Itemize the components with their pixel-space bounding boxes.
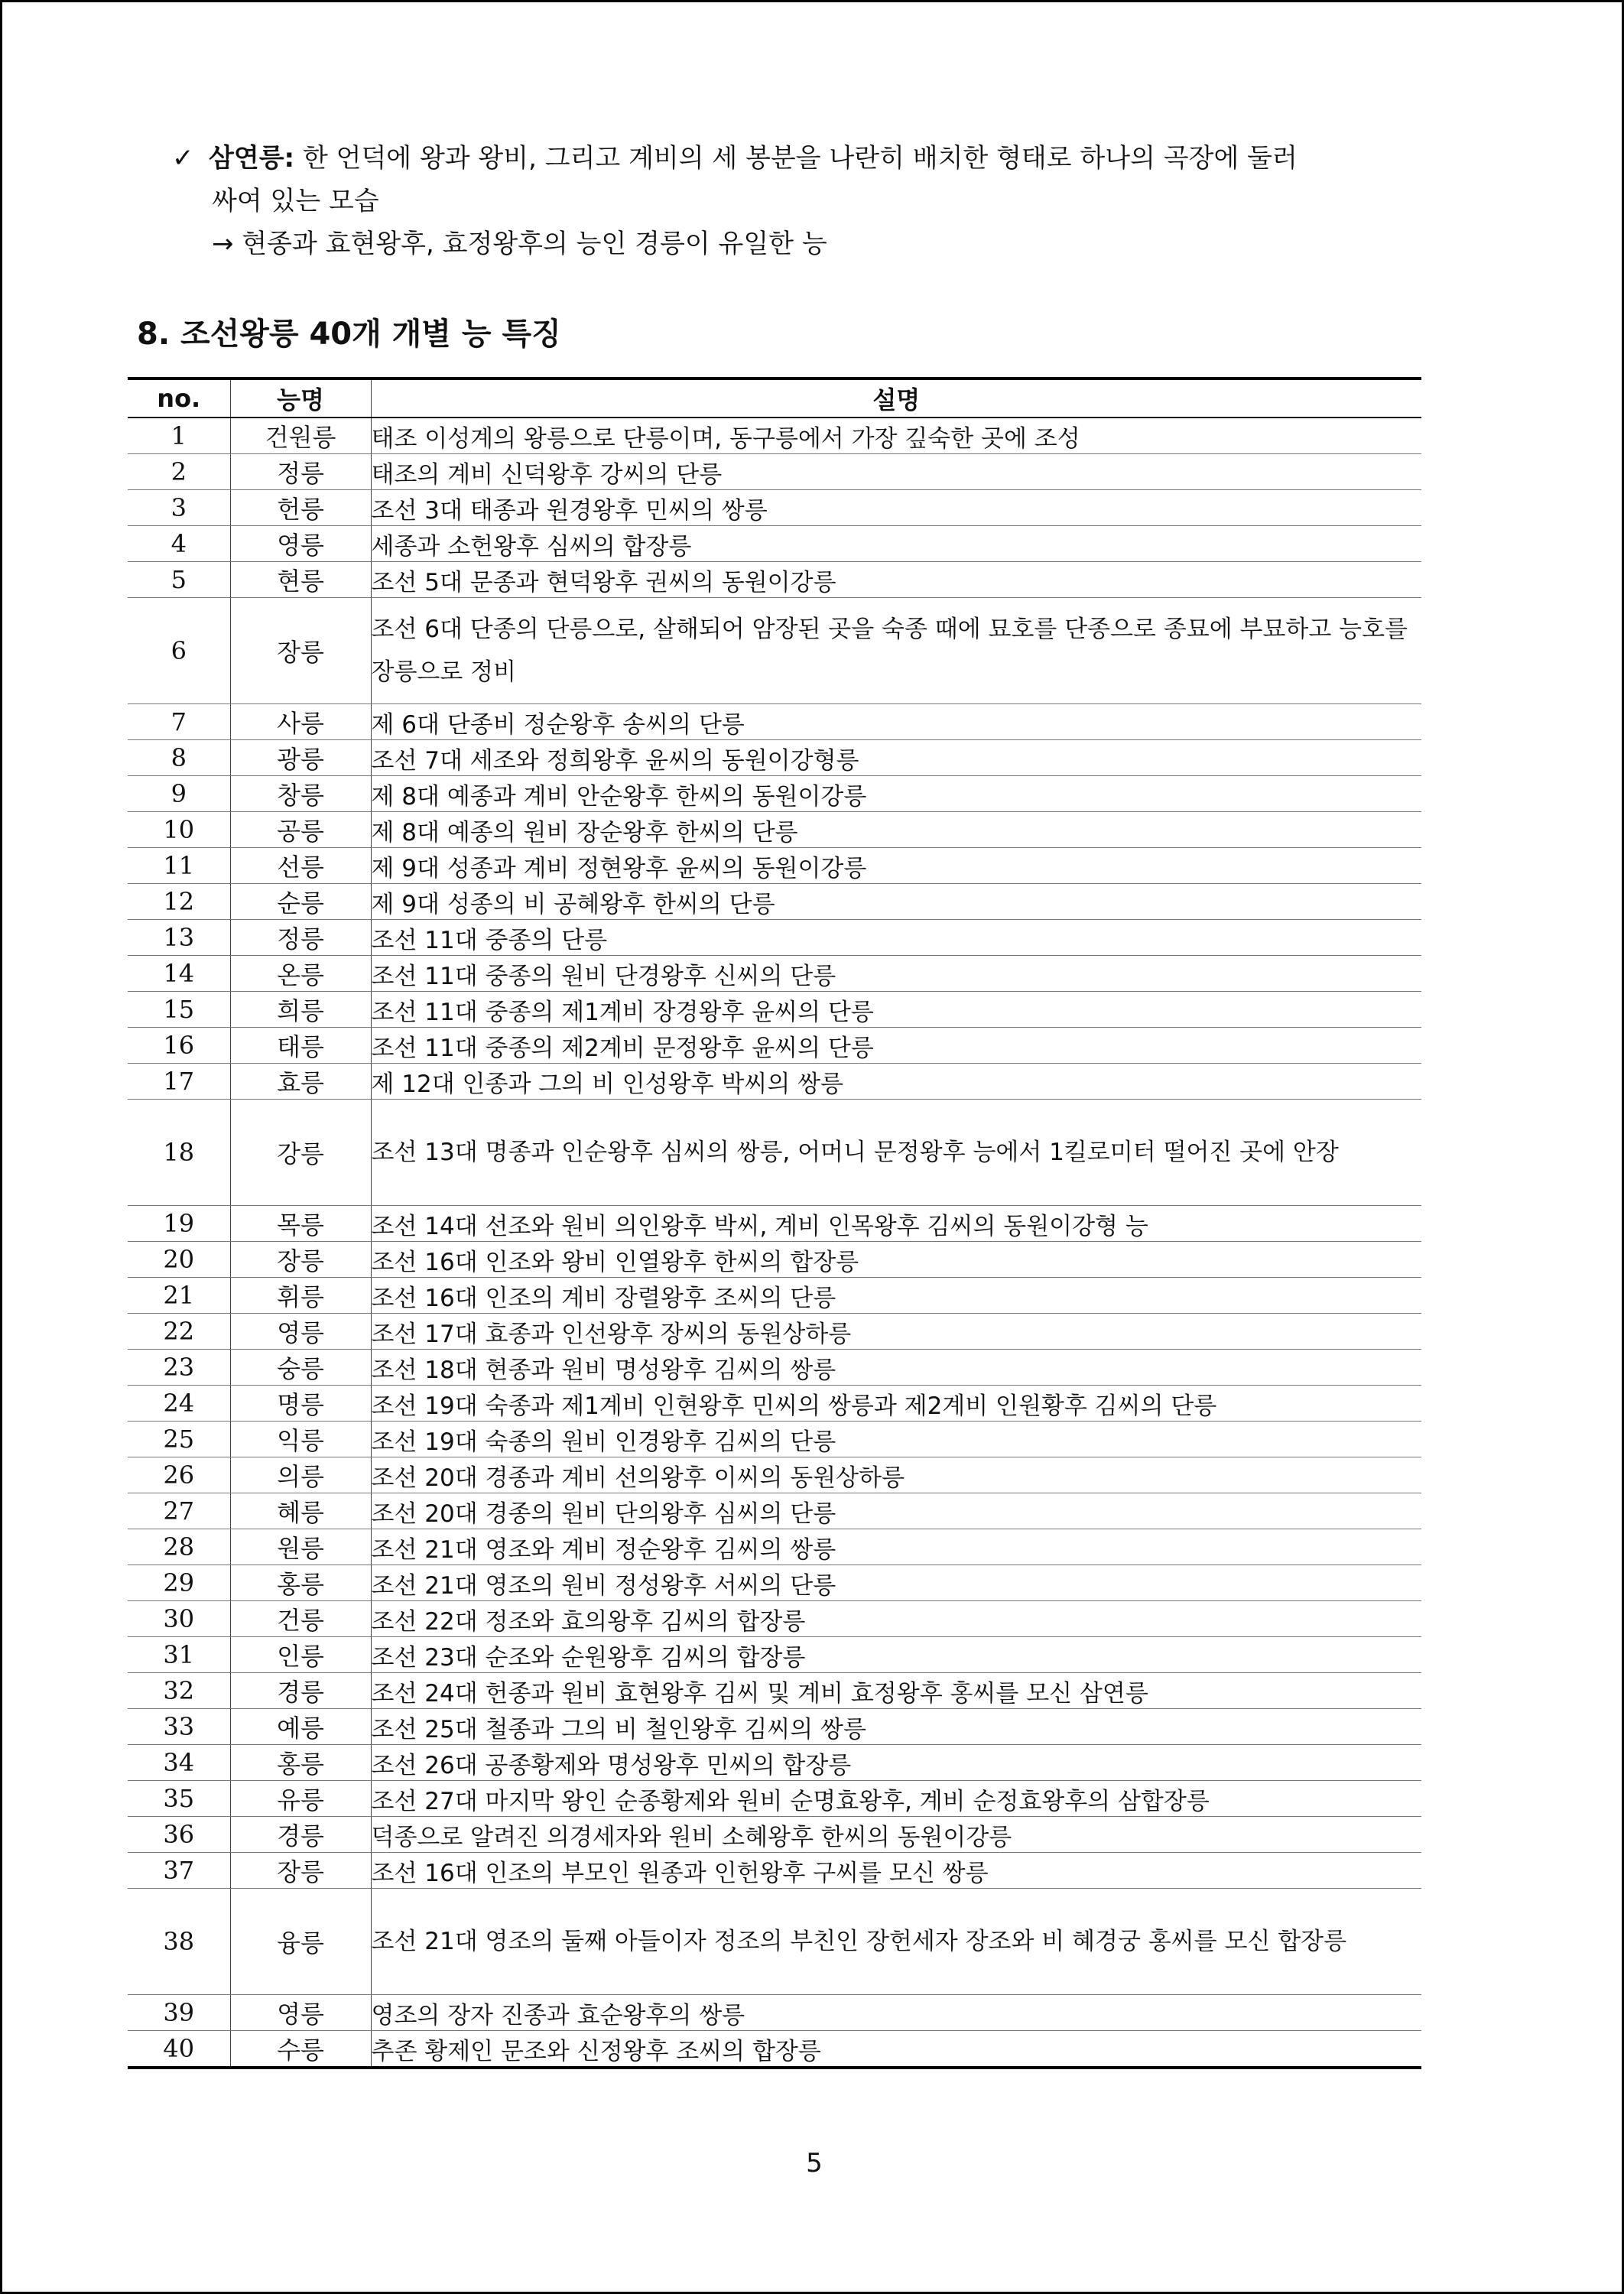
cell-no: 31 bbox=[128, 1637, 230, 1673]
cell-tomb-name: 영릉 bbox=[230, 526, 371, 562]
table-row bbox=[128, 956, 1421, 992]
table-row bbox=[128, 848, 1421, 884]
cell-no: 32 bbox=[128, 1673, 230, 1709]
cell-no: 22 bbox=[128, 1314, 230, 1350]
cell-tomb-name: 인릉 bbox=[230, 1637, 371, 1673]
table-row bbox=[128, 598, 1421, 704]
cell-tomb-name: 창릉 bbox=[230, 776, 371, 812]
table-row bbox=[128, 920, 1421, 956]
table-row bbox=[128, 2031, 1421, 2068]
table-row bbox=[128, 1206, 1421, 1242]
header-name: 능명 bbox=[230, 379, 371, 418]
cell-description: 조선 23대 순조와 순원왕후 김씨의 합장릉 bbox=[371, 1637, 1421, 1673]
cell-tomb-name: 수릉 bbox=[230, 2031, 371, 2068]
cell-description: 조선 25대 철종과 그의 비 철인왕후 김씨의 쌍릉 bbox=[371, 1709, 1421, 1745]
table-row bbox=[128, 1386, 1421, 1422]
cell-description: 조선 6대 단종의 단릉으로, 살해되어 암장된 곳을 숙종 때에 묘호를 단종으로 종묘에 부묘하고 능호를 장릉으로 정비 bbox=[371, 598, 1421, 704]
cell-tomb-name: 영릉 bbox=[230, 1314, 371, 1350]
cell-no: 27 bbox=[128, 1493, 230, 1529]
checkmark-icon: ✓ bbox=[172, 143, 194, 174]
cell-description: 조선 14대 선조와 원비 의인왕후 박씨, 계비 인목왕후 김씨의 동원이강형 능 bbox=[371, 1206, 1421, 1242]
cell-description: 조선 21대 영조와 계비 정순왕후 김씨의 쌍릉 bbox=[371, 1529, 1421, 1565]
cell-no: 36 bbox=[128, 1817, 230, 1853]
cell-description: 태조의 계비 신덕왕후 강씨의 단릉 bbox=[371, 454, 1421, 490]
cell-description: 조선 7대 세조와 정희왕후 윤씨의 동원이강형릉 bbox=[371, 740, 1421, 776]
cell-description: 조선 19대 숙종의 원비 인경왕후 김씨의 단릉 bbox=[371, 1422, 1421, 1457]
cell-no: 25 bbox=[128, 1422, 230, 1457]
cell-tomb-name: 휘릉 bbox=[230, 1278, 371, 1314]
cell-tomb-name: 장릉 bbox=[230, 598, 371, 704]
cell-no: 3 bbox=[128, 490, 230, 526]
cell-description: 조선 21대 영조의 둘째 아들이자 정조의 부친인 장헌세자 장조와 비 혜경궁 홍씨를 모신 합장릉 bbox=[371, 1889, 1421, 1995]
table-row bbox=[128, 1457, 1421, 1493]
cell-no: 39 bbox=[128, 1995, 230, 2031]
cell-tomb-name: 건원릉 bbox=[230, 418, 371, 454]
cell-tomb-name: 강릉 bbox=[230, 1100, 371, 1206]
cell-tomb-name: 사릉 bbox=[230, 704, 371, 740]
cell-description: 제 9대 성종의 비 공혜왕후 한씨의 단릉 bbox=[371, 884, 1421, 920]
cell-no: 9 bbox=[128, 776, 230, 812]
table-row bbox=[128, 1529, 1421, 1565]
table-row bbox=[128, 1817, 1421, 1853]
cell-description: 추존 황제인 문조와 신정왕후 조씨의 합장릉 bbox=[371, 2031, 1421, 2068]
cell-tomb-name: 건릉 bbox=[230, 1601, 371, 1637]
cell-tomb-name: 숭릉 bbox=[230, 1350, 371, 1386]
bullet-line bbox=[172, 137, 1441, 180]
cell-tomb-name: 명릉 bbox=[230, 1386, 371, 1422]
table-row bbox=[128, 1242, 1421, 1278]
table-row bbox=[128, 1709, 1421, 1745]
table-row bbox=[128, 704, 1421, 740]
arrow-note: → 현종과 효현왕후, 효정왕후의 능인 경릉이 유일한 능 bbox=[212, 229, 827, 259]
cell-tomb-name: 선릉 bbox=[230, 848, 371, 884]
table-header-row bbox=[128, 379, 1421, 418]
cell-description: 영조의 장자 진종과 효순왕후의 쌍릉 bbox=[371, 1995, 1421, 2031]
cell-no: 12 bbox=[128, 884, 230, 920]
table-row bbox=[128, 1314, 1421, 1350]
cell-tomb-name: 태릉 bbox=[230, 1028, 371, 1064]
table-row bbox=[128, 418, 1421, 454]
cell-description: 조선 20대 경종의 원비 단의왕후 심씨의 단릉 bbox=[371, 1493, 1421, 1529]
cell-description: 제 6대 단종비 정순왕후 송씨의 단릉 bbox=[371, 704, 1421, 740]
cell-no: 29 bbox=[128, 1565, 230, 1601]
table-row bbox=[128, 1601, 1421, 1637]
cell-no: 8 bbox=[128, 740, 230, 776]
cell-no: 6 bbox=[128, 598, 230, 704]
cell-no: 11 bbox=[128, 848, 230, 884]
table-row bbox=[128, 1064, 1421, 1100]
cell-no: 19 bbox=[128, 1206, 230, 1242]
cell-no: 26 bbox=[128, 1457, 230, 1493]
cell-no: 37 bbox=[128, 1853, 230, 1889]
cell-description: 조선 16대 인조의 부모인 원종과 인헌왕후 구씨를 모신 쌍릉 bbox=[371, 1853, 1421, 1889]
cell-tomb-name: 홍릉 bbox=[230, 1565, 371, 1601]
table-row bbox=[128, 1853, 1421, 1889]
cell-description: 덕종으로 알려진 의경세자와 원비 소혜왕후 한씨의 동원이강릉 bbox=[371, 1817, 1421, 1853]
header-desc: 설명 bbox=[371, 379, 1421, 418]
table-row bbox=[128, 454, 1421, 490]
cell-tomb-name: 광릉 bbox=[230, 740, 371, 776]
cell-no: 18 bbox=[128, 1100, 230, 1206]
cell-tomb-name: 정릉 bbox=[230, 454, 371, 490]
table-row bbox=[128, 1995, 1421, 2031]
cell-description: 태조 이성계의 왕릉으로 단릉이며, 동구릉에서 가장 깊숙한 곳에 조성 bbox=[371, 418, 1421, 454]
cell-no: 4 bbox=[128, 526, 230, 562]
cell-no: 40 bbox=[128, 2031, 230, 2068]
cell-description: 조선 5대 문종과 현덕왕후 권씨의 동원이강릉 bbox=[371, 562, 1421, 598]
cell-tomb-name: 효릉 bbox=[230, 1064, 371, 1100]
cell-no: 33 bbox=[128, 1709, 230, 1745]
table-row bbox=[128, 740, 1421, 776]
cell-description: 조선 24대 헌종과 원비 효현왕후 김씨 및 계비 효정왕후 홍씨를 모신 삼연릉 bbox=[371, 1673, 1421, 1709]
cell-tomb-name: 정릉 bbox=[230, 920, 371, 956]
bullet-text: 한 언덕에 왕과 왕비, 그리고 계비의 세 봉분을 나란히 배치한 형태로 하나의 곡장에 둘러 bbox=[294, 143, 1298, 174]
cell-description: 조선 11대 중종의 단릉 bbox=[371, 920, 1421, 956]
cell-description: 조선 11대 중종의 제2계비 문정왕후 윤씨의 단릉 bbox=[371, 1028, 1421, 1064]
header-no: no. bbox=[128, 379, 230, 418]
cell-tomb-name: 영릉 bbox=[230, 1995, 371, 2031]
cell-no: 28 bbox=[128, 1529, 230, 1565]
cell-no: 5 bbox=[128, 562, 230, 598]
table-row bbox=[128, 1565, 1421, 1601]
cell-tomb-name: 예릉 bbox=[230, 1709, 371, 1745]
cell-tomb-name: 현릉 bbox=[230, 562, 371, 598]
table-row bbox=[128, 490, 1421, 526]
cell-description: 조선 22대 정조와 효의왕후 김씨의 합장릉 bbox=[371, 1601, 1421, 1637]
cell-description: 조선 18대 현종과 원비 명성왕후 김씨의 쌍릉 bbox=[371, 1350, 1421, 1386]
cell-no: 38 bbox=[128, 1889, 230, 1995]
cell-description: 제 12대 인종과 그의 비 인성왕후 박씨의 쌍릉 bbox=[371, 1064, 1421, 1100]
table-row bbox=[128, 1278, 1421, 1314]
bullet-text-continued: 싸여 있는 모습 bbox=[212, 186, 379, 216]
table-row bbox=[128, 992, 1421, 1028]
cell-description: 제 8대 예종과 계비 안순왕후 한씨의 동원이강릉 bbox=[371, 776, 1421, 812]
cell-tomb-name: 홍릉 bbox=[230, 1745, 371, 1781]
bullet-term: 삼연릉: bbox=[209, 143, 295, 174]
cell-no: 2 bbox=[128, 454, 230, 490]
cell-tomb-name: 경릉 bbox=[230, 1673, 371, 1709]
table-row bbox=[128, 1493, 1421, 1529]
table-row bbox=[128, 526, 1421, 562]
cell-description: 조선 21대 영조의 원비 정성왕후 서씨의 단릉 bbox=[371, 1565, 1421, 1601]
cell-description: 제 8대 예종의 원비 장순왕후 한씨의 단릉 bbox=[371, 812, 1421, 848]
cell-no: 1 bbox=[128, 418, 230, 454]
cell-description: 조선 16대 인조와 왕비 인열왕후 한씨의 합장릉 bbox=[371, 1242, 1421, 1278]
cell-no: 13 bbox=[128, 920, 230, 956]
cell-description: 조선 16대 인조의 계비 장렬왕후 조씨의 단릉 bbox=[371, 1278, 1421, 1314]
cell-tomb-name: 융릉 bbox=[230, 1889, 371, 1995]
table-row bbox=[128, 1637, 1421, 1673]
table-row bbox=[128, 1350, 1421, 1386]
cell-description: 조선 13대 명종과 인순왕후 심씨의 쌍릉, 어머니 문정왕후 능에서 1킬로미터 떨어진 곳에 안장 bbox=[371, 1100, 1421, 1206]
cell-description: 조선 27대 마지막 왕인 순종황제와 원비 순명효왕후, 계비 순정효왕후의 삼합장릉 bbox=[371, 1781, 1421, 1817]
cell-no: 7 bbox=[128, 704, 230, 740]
cell-tomb-name: 온릉 bbox=[230, 956, 371, 992]
table-row bbox=[128, 1673, 1421, 1709]
table-row bbox=[128, 1781, 1421, 1817]
cell-tomb-name: 원릉 bbox=[230, 1529, 371, 1565]
cell-no: 30 bbox=[128, 1601, 230, 1637]
cell-tomb-name: 목릉 bbox=[230, 1206, 371, 1242]
table-row bbox=[128, 776, 1421, 812]
cell-no: 21 bbox=[128, 1278, 230, 1314]
table-row bbox=[128, 1745, 1421, 1781]
cell-tomb-name: 혜릉 bbox=[230, 1493, 371, 1529]
cell-no: 16 bbox=[128, 1028, 230, 1064]
table-row bbox=[128, 1100, 1421, 1206]
cell-no: 34 bbox=[128, 1745, 230, 1781]
cell-tomb-name: 익릉 bbox=[230, 1422, 371, 1457]
cell-no: 14 bbox=[128, 956, 230, 992]
table-row bbox=[128, 812, 1421, 848]
table-row bbox=[128, 1889, 1421, 1995]
cell-no: 35 bbox=[128, 1781, 230, 1817]
cell-description: 조선 26대 공종황제와 명성왕후 민씨의 합장릉 bbox=[371, 1745, 1421, 1781]
cell-description: 조선 11대 중종의 원비 단경왕후 신씨의 단릉 bbox=[371, 956, 1421, 992]
section-title: 8. 조선왕릉 40개 개별 능 특징 bbox=[137, 317, 561, 352]
cell-no: 10 bbox=[128, 812, 230, 848]
page-number: 5 bbox=[806, 2148, 823, 2179]
cell-description: 세종과 소헌왕후 심씨의 합장릉 bbox=[371, 526, 1421, 562]
cell-tomb-name: 희릉 bbox=[230, 992, 371, 1028]
cell-tomb-name: 장릉 bbox=[230, 1242, 371, 1278]
cell-no: 15 bbox=[128, 992, 230, 1028]
sammyeonreung-note bbox=[172, 137, 1441, 265]
cell-description: 조선 3대 태종과 원경왕후 민씨의 쌍릉 bbox=[371, 490, 1421, 526]
cell-description: 조선 11대 중종의 제1계비 장경왕후 윤씨의 단릉 bbox=[371, 992, 1421, 1028]
cell-no: 20 bbox=[128, 1242, 230, 1278]
table-row bbox=[128, 884, 1421, 920]
cell-description: 조선 19대 숙종과 제1계비 인현왕후 민씨의 쌍릉과 제2계비 인원황후 김씨의 단릉 bbox=[371, 1386, 1421, 1422]
cell-tomb-name: 의릉 bbox=[230, 1457, 371, 1493]
table-row bbox=[128, 1028, 1421, 1064]
cell-no: 17 bbox=[128, 1064, 230, 1100]
cell-description: 조선 17대 효종과 인선왕후 장씨의 동원상하릉 bbox=[371, 1314, 1421, 1350]
cell-description: 제 9대 성종과 계비 정현왕후 윤씨의 동원이강릉 bbox=[371, 848, 1421, 884]
cell-tomb-name: 유릉 bbox=[230, 1781, 371, 1817]
cell-no: 24 bbox=[128, 1386, 230, 1422]
cell-no: 23 bbox=[128, 1350, 230, 1386]
cell-tomb-name: 순릉 bbox=[230, 884, 371, 920]
cell-tomb-name: 경릉 bbox=[230, 1817, 371, 1853]
cell-tomb-name: 헌릉 bbox=[230, 490, 371, 526]
cell-tomb-name: 장릉 bbox=[230, 1853, 371, 1889]
table-row bbox=[128, 1422, 1421, 1457]
cell-tomb-name: 공릉 bbox=[230, 812, 371, 848]
royal-tombs-table bbox=[128, 377, 1421, 2069]
table-row bbox=[128, 562, 1421, 598]
cell-description: 조선 20대 경종과 계비 선의왕후 이씨의 동원상하릉 bbox=[371, 1457, 1421, 1493]
